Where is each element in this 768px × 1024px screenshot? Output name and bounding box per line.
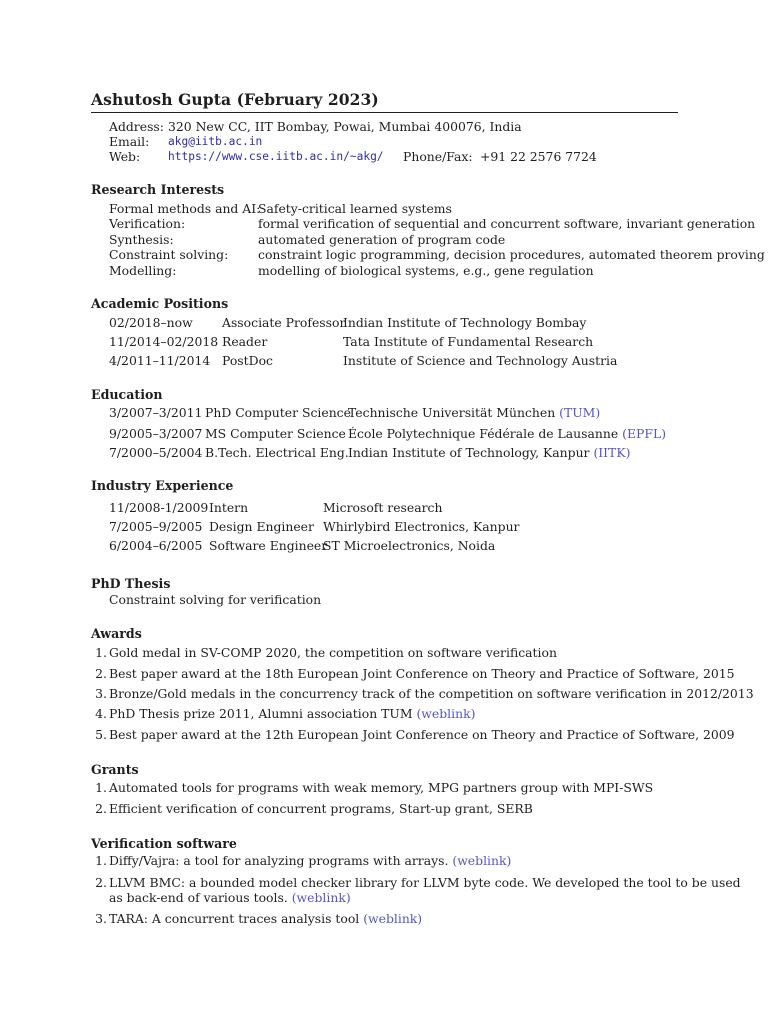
list-number: 2. [95,875,107,890]
industry-dates: 7/2005–9/2005 [109,519,203,534]
research-heading: Research Interests [91,182,225,197]
research-value: automated generation of program code [258,232,506,247]
industry-role: Design Engineer [209,519,314,534]
phone-value: +91 22 2576 7724 [480,149,597,164]
list-number: 2. [95,666,107,681]
education-place [348,426,666,442]
industry-dates: 11/2008-1/2009 [109,500,209,515]
weblink[interactable]: (weblink) [291,890,351,905]
weblink[interactable]: (weblink) [363,911,423,926]
grant-text: Automated tools for programs with weak memory, MPG partners group with MPI-SWS [109,780,654,795]
education-degree: PhD Computer Science [205,405,351,420]
award-item [89,706,475,722]
software-item-continued [109,890,351,906]
weblink[interactable]: (weblink) [416,706,476,721]
research-value: formal verification of sequential and concurrent software, invariant generation [258,216,756,231]
award-item [89,666,735,682]
education-degree: B.Tech. Electrical Eng. [205,445,349,460]
software-text: Diffy/Vajra: a tool for analyzing programs with arrays. [109,853,453,868]
academic-place: Indian Institute of Technology Bombay [343,315,587,330]
grant-text: Efficient verification of concurrent programs, Start-up grant, SERB [109,801,533,816]
address-label: Address: [109,119,164,134]
education-dates: 7/2000–5/2004 [109,445,203,460]
academic-dates: 02/2018–now [109,315,193,330]
research-label: Formal methods and AI: [109,201,261,216]
education-dates: 9/2005–3/2007 [109,426,203,441]
phone-label: Phone/Fax: [403,149,473,164]
web-label: Web: [109,149,141,164]
award-item [89,727,735,743]
award-item [89,645,557,661]
industry-role: Software Engineer [209,538,328,553]
list-number: 3. [95,911,107,926]
research-value: Safety-critical learned systems [258,201,452,216]
address-value: 320 New CC, IIT Bombay, Powai, Mumbai 400076, India [168,119,522,134]
award-text: Best paper award at the 12th European Joint Conference on Theory and Practice of Software, 2009 [109,727,735,742]
education-place [348,405,600,421]
education-abbr-link[interactable]: (EPFL) [622,426,667,441]
education-degree: MS Computer Science [205,426,346,441]
grant-item [89,780,653,796]
research-value: modelling of biological systems, e.g., gene regulation [258,263,594,278]
research-label: Constraint solving: [109,247,229,262]
research-label: Verification: [109,216,186,231]
weblink[interactable]: (weblink) [452,853,512,868]
email-label: Email: [109,134,150,149]
industry-place: ST Microelectronics, Noida [323,538,496,553]
academic-role: Associate Professor [222,315,346,330]
list-number: 1. [95,645,107,660]
research-value: constraint logic programming, decision procedures, automated theorem proving [258,247,765,262]
grant-item [89,801,533,817]
thesis-heading: PhD Thesis [91,576,171,591]
academic-place: Institute of Science and Technology Austria [343,353,618,368]
research-label: Modelling: [109,263,177,278]
academic-role: Reader [222,334,268,349]
list-number: 4. [95,706,107,721]
software-item [89,875,741,891]
award-text: Bronze/Gold medals in the concurrency track of the competition on software verification in 2012/2013 [109,686,754,701]
list-number: 1. [95,780,107,795]
education-abbr-link[interactable]: (IITK) [593,445,631,460]
list-number: 5. [95,727,107,742]
list-number: 1. [95,853,107,868]
industry-role: Intern [209,500,249,515]
email-link[interactable]: akg@iitb.ac.in [168,135,263,148]
academic-role: PostDoc [222,353,273,368]
industry-place: Whirlybird Electronics, Kanpur [323,519,520,534]
award-item [89,686,754,702]
industry-dates: 6/2004–6/2005 [109,538,203,553]
software-item [89,911,422,927]
web-link[interactable]: https://www.cse.iitb.ac.in/~akg/ [168,150,384,163]
industry-heading: Industry Experience [91,478,234,493]
academic-place: Tata Institute of Fundamental Research [343,334,594,349]
education-abbr-link[interactable]: (TUM) [559,405,601,420]
award-text: Gold medal in SV-COMP 2020, the competition on software verification [109,645,557,660]
academic-heading: Academic Positions [91,296,229,311]
academic-dates: 11/2014–02/2018 [109,334,219,349]
page-title: Ashutosh Gupta (February 2023) [91,90,379,109]
award-text: PhD Thesis prize 2011, Alumni association TUM [109,706,417,721]
software-heading: Verification software [91,836,237,851]
education-place-name: École Polytechnique Fédérale de Lausanne [348,426,619,441]
list-number: 2. [95,801,107,816]
title-rule [91,112,678,113]
software-text: as back-end of various tools. [109,890,292,905]
software-text: LLVM BMC: a bounded model checker library for LLVM byte code. We developed the tool to be used [109,875,741,890]
grants-heading: Grants [91,762,139,777]
research-label: Synthesis: [109,232,174,247]
awards-heading: Awards [91,626,142,641]
software-text: TARA: A concurrent traces analysis tool [109,911,364,926]
education-dates: 3/2007–3/2011 [109,405,203,420]
education-heading: Education [91,387,163,402]
industry-place: Microsoft research [323,500,443,515]
education-place [348,445,630,461]
education-place-name: Technische Universität München [348,405,556,420]
software-item [89,853,511,869]
award-text: Best paper award at the 18th European Joint Conference on Theory and Practice of Software, 2015 [109,666,735,681]
list-number: 3. [95,686,107,701]
education-place-name: Indian Institute of Technology, Kanpur [348,445,590,460]
academic-dates: 4/2011–11/2014 [109,353,211,368]
thesis-text: Constraint solving for verification [109,592,322,607]
